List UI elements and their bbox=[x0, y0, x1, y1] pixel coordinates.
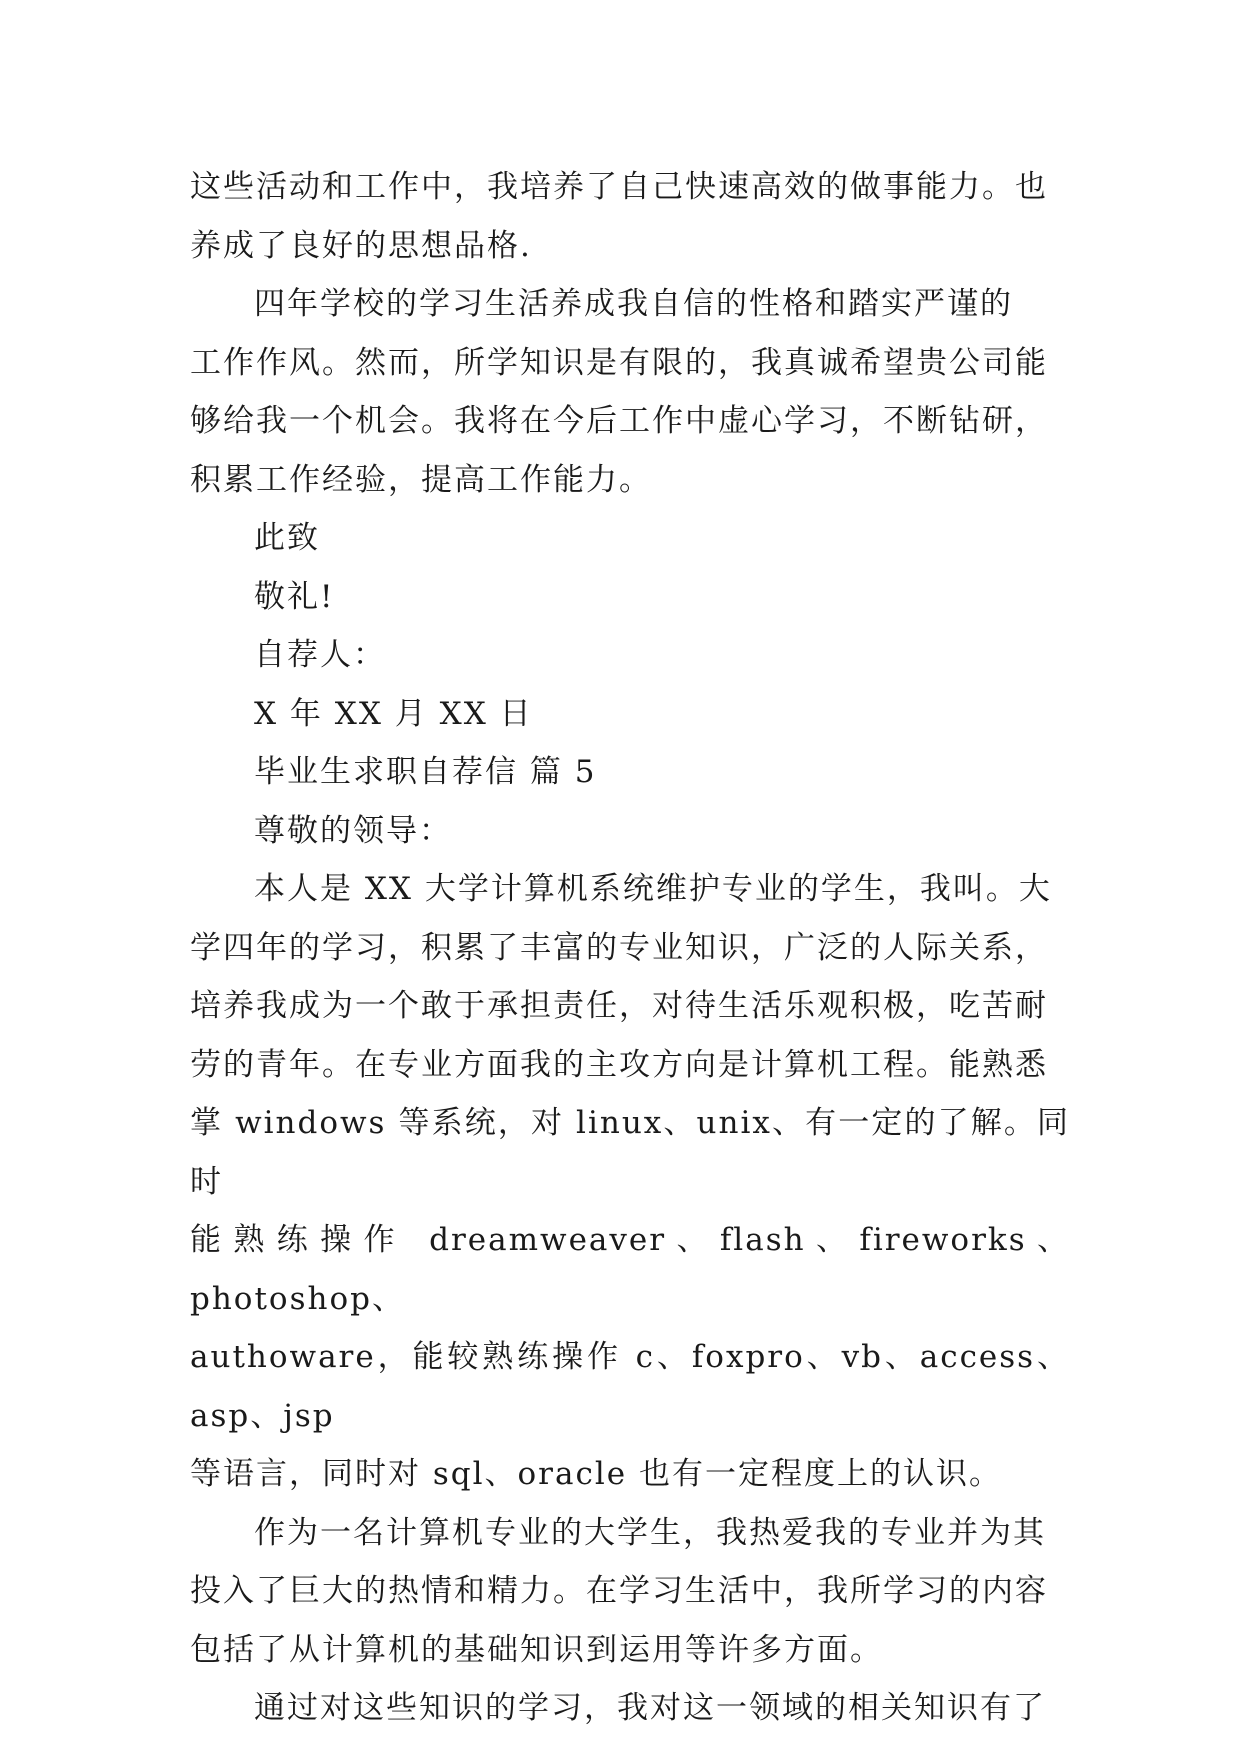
text-line: 通过对这些知识的学习，我对这一领域的相关知识有了 bbox=[254, 1690, 1046, 1726]
text-line: 作为一名计算机专业的大学生，我热爱我的专业并为其 bbox=[254, 1514, 1046, 1551]
text-line: 四年学校的学习生活养成我自信的性格和踏实严谨的 bbox=[254, 286, 1013, 322]
paragraph-knowledge bbox=[190, 1679, 1070, 1738]
text-line: 毕业生求职自荐信 篇 5 bbox=[254, 754, 597, 790]
paragraph-continuation bbox=[190, 158, 1070, 275]
text-line: 等语言，同时对 sql、oracle 也有一定程度上的认识。 bbox=[190, 1456, 1002, 1492]
closing-salutation bbox=[190, 509, 1070, 568]
text-line: 工作作风。然而，所学知识是有限的，我真诚希望贵公司能 bbox=[190, 344, 1048, 381]
text-line: 能熟练操作 dreamweaver、flash、fireworks、photoshop、 bbox=[190, 1222, 1070, 1317]
text-line: 本人是 XX 大学计算机系统维护专业的学生，我叫。大 bbox=[254, 871, 1052, 907]
document-body bbox=[190, 158, 1070, 1738]
paragraph-major bbox=[190, 1504, 1070, 1680]
section-heading bbox=[190, 743, 1070, 802]
text-line: X 年 XX 月 XX 日 bbox=[254, 695, 533, 732]
text-line: 够给我一个机会。我将在今后工作中虚心学习，不断钻研， bbox=[190, 403, 1048, 439]
text-line: authoware，能较熟练操作 c、foxpro、vb、access、asp、jsp bbox=[190, 1339, 1070, 1434]
signature-date bbox=[190, 685, 1070, 744]
text-line: 尊敬的领导： bbox=[254, 812, 452, 849]
text-line: 掌 windows 等系统，对 linux、unix、有一定的了解。同时 bbox=[190, 1105, 1070, 1200]
paragraph-school-life bbox=[190, 275, 1070, 509]
text-line: 养成了良好的思想品格. bbox=[190, 227, 532, 264]
text-line: 敬礼! bbox=[254, 578, 335, 615]
letter-greeting bbox=[190, 802, 1070, 861]
text-line: 积累工作经验，提高工作能力。 bbox=[190, 461, 652, 498]
text-line: 这些活动和工作中，我培养了自己快速高效的做事能力。也 bbox=[190, 169, 1048, 205]
text-line: 投入了巨大的热情和精力。在学习生活中，我所学习的内容 bbox=[190, 1573, 1048, 1609]
text-line: 培养我成为一个敢于承担责任，对待生活乐观积极，吃苦耐 bbox=[190, 988, 1048, 1024]
text-line: 学四年的学习，积累了丰富的专业知识，广泛的人际关系， bbox=[190, 929, 1048, 966]
text-line: 劳的青年。在专业方面我的主攻方向是计算机工程。能熟悉 bbox=[190, 1046, 1048, 1083]
paragraph-introduction bbox=[190, 860, 1070, 1504]
signature-label bbox=[190, 626, 1070, 685]
closing-regards bbox=[190, 568, 1070, 627]
text-line: 此致 bbox=[254, 520, 320, 556]
text-line: 包括了从计算机的基础知识到运用等许多方面。 bbox=[190, 1631, 883, 1668]
text-line: 自荐人： bbox=[254, 637, 386, 673]
